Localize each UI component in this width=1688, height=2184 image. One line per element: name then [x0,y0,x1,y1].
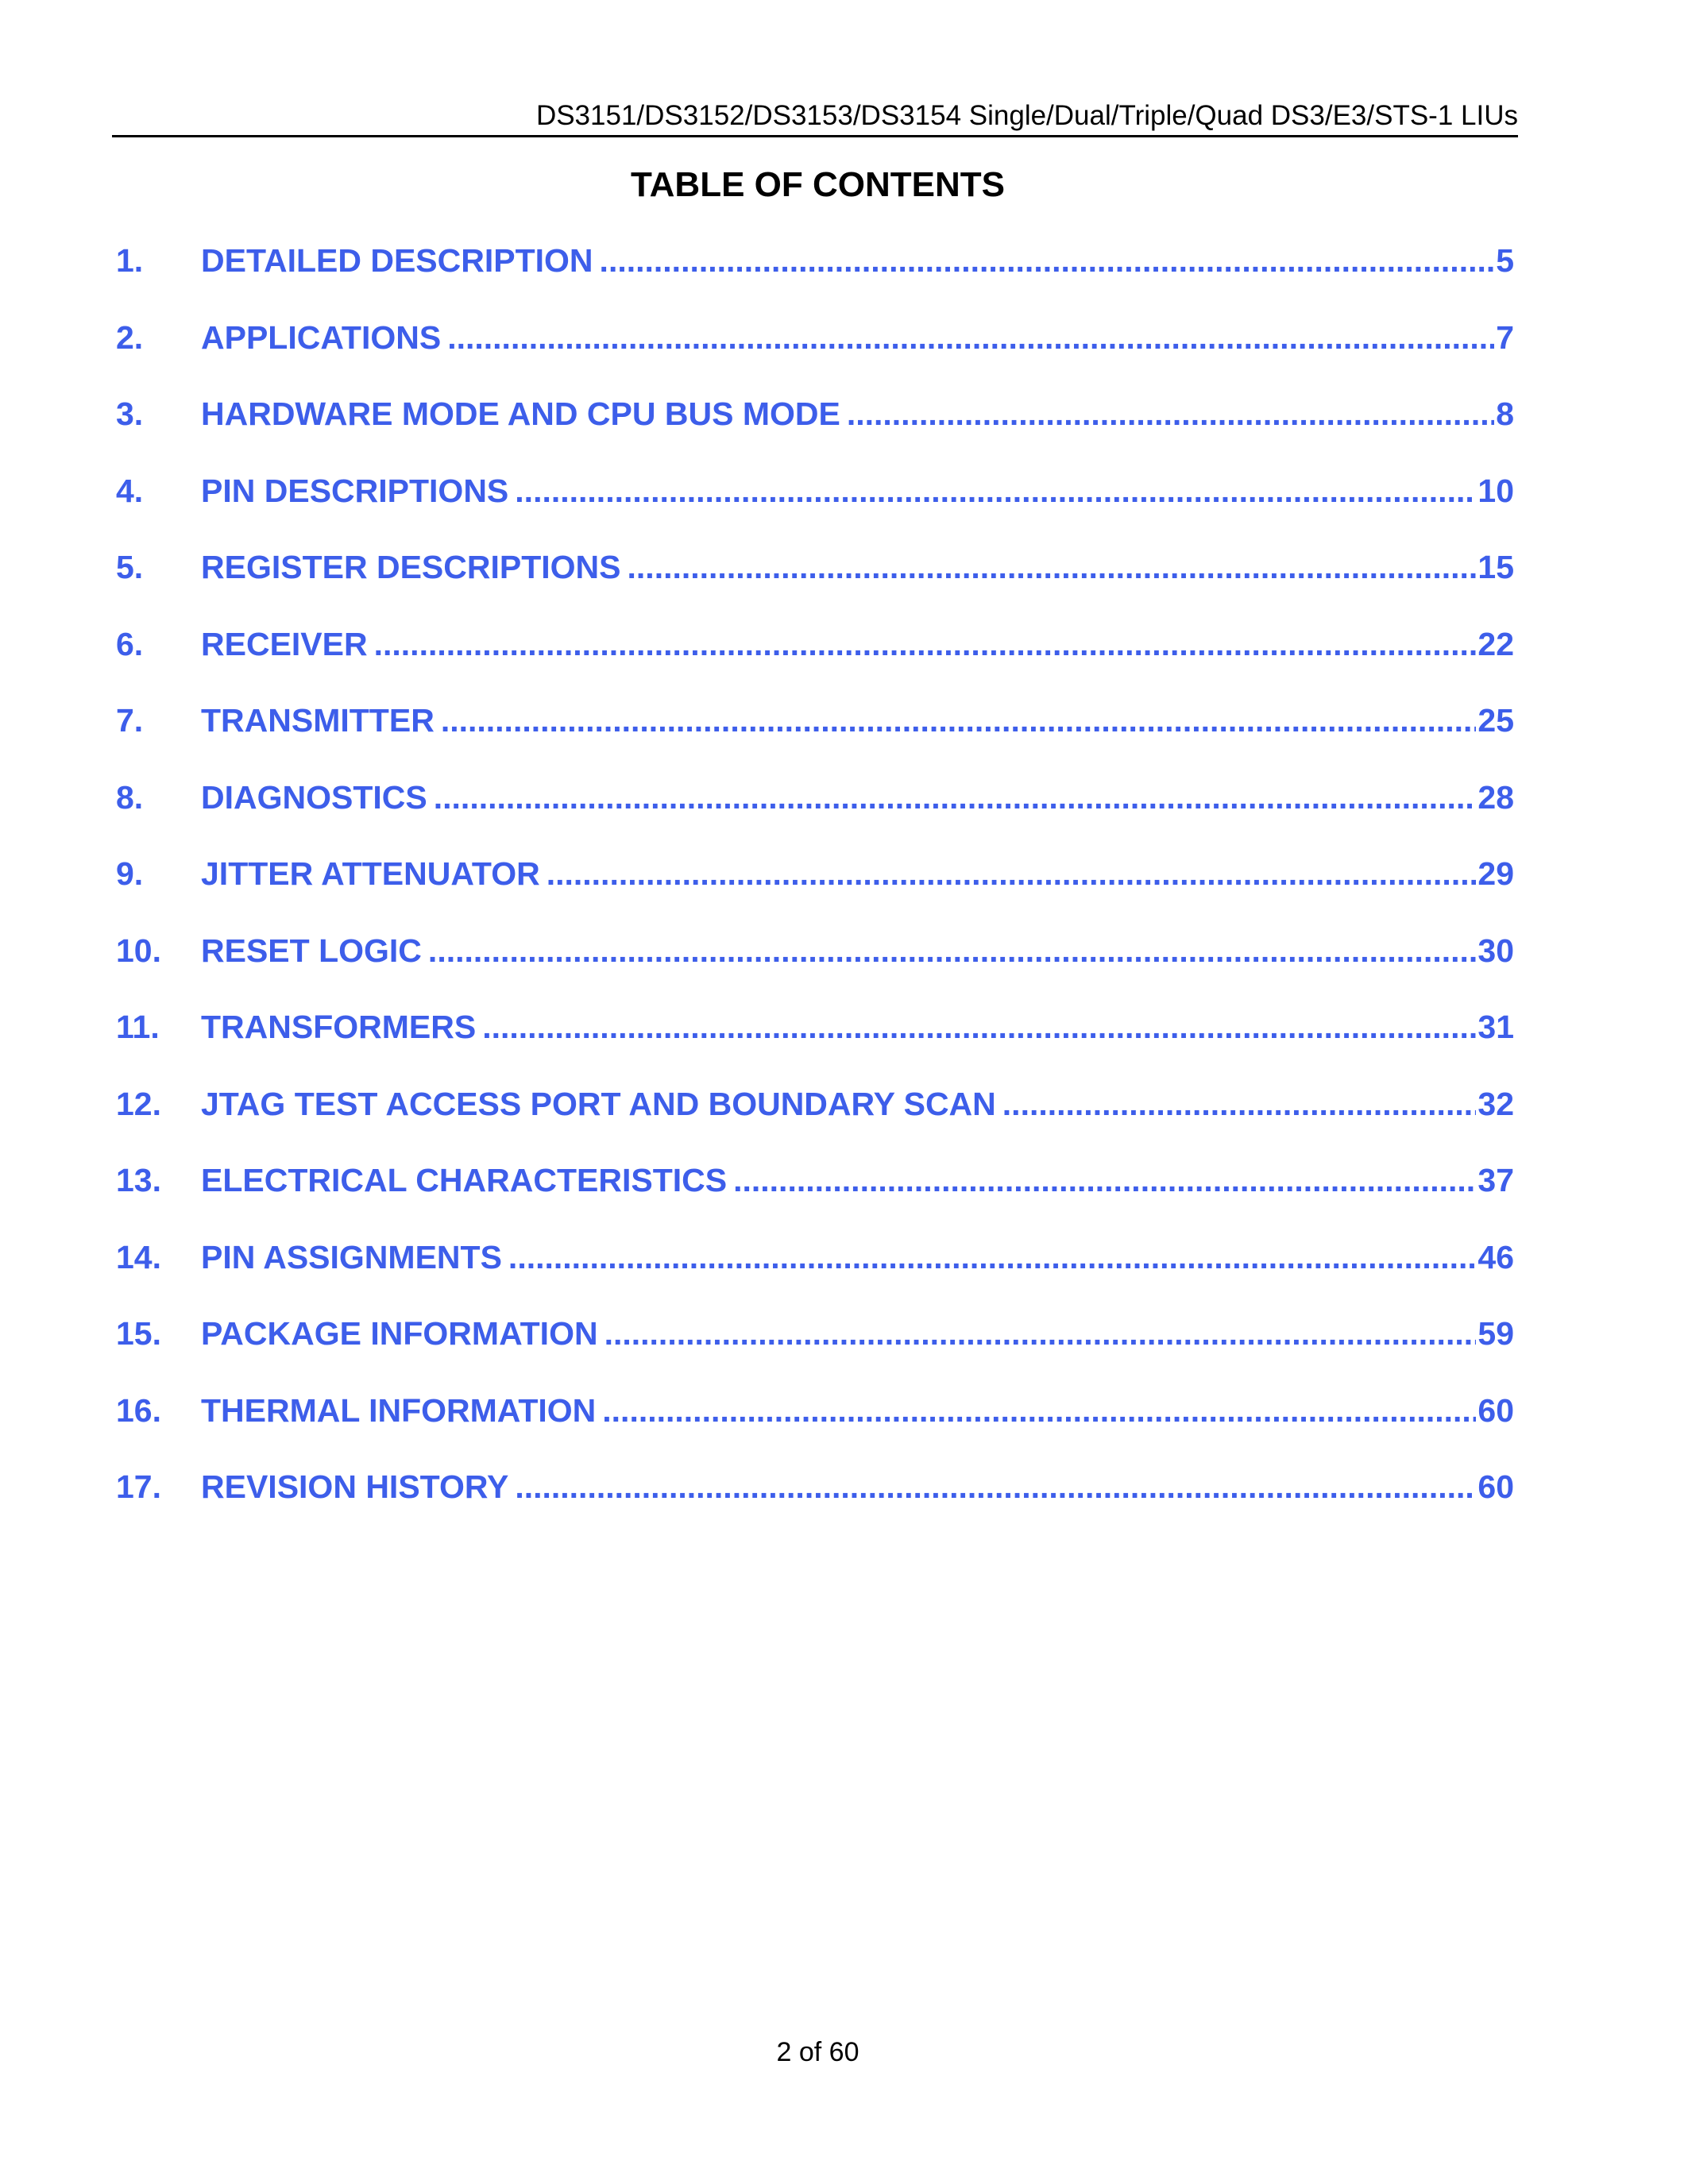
toc-entry-label: PIN DESCRIPTIONS [201,472,509,509]
toc-entry-number: 6. [116,625,144,662]
toc-entry-page: 59 [1477,1315,1514,1352]
toc-entry-pin-assignments[interactable] [116,1239,1514,1316]
toc-entry-number: 13. [116,1162,161,1198]
toc-dot-leader [428,932,1476,970]
toc-entry-number: 10. [116,932,161,969]
toc-entry-label: ELECTRICAL CHARACTERISTICS [201,1162,728,1198]
toc-entry-label: JITTER ATTENUATOR [201,855,540,892]
toc-dot-leader [600,242,1495,280]
toc-entry-page: 15 [1477,549,1514,585]
toc-entry-applications[interactable] [116,319,1514,396]
toc-entry-electrical-characteristics[interactable] [116,1162,1514,1239]
toc-dot-leader [1002,1086,1477,1123]
toc-entry-page: 10 [1477,472,1514,509]
toc-entry-label: THERMAL INFORMATION [201,1391,597,1429]
toc-entry-label: REVISION HISTORY [201,1468,509,1505]
toc-entry-pin-descriptions[interactable] [116,473,1514,550]
toc-entry-receiver[interactable] [116,626,1514,703]
toc-entry-number: 3. [116,396,144,432]
header-title: DS3151/DS3152/DS3153/DS3154 Single/Dual/Triple/Quad DS3/E3/STS-1 LIUs [535,100,1518,131]
toc-entry-number: 5. [116,549,144,585]
toc-entry-jitter-attenuator[interactable] [116,855,1514,932]
toc-dot-leader [515,1468,1476,1506]
toc-entry-page: 29 [1477,855,1514,892]
toc-entry-number: 14. [116,1238,161,1275]
toc-entry-diagnostics[interactable] [116,779,1514,856]
toc-list [116,242,1514,1545]
toc-dot-leader [733,1162,1476,1199]
toc-entry-number: 11. [116,1009,160,1045]
toc-entry-page: 60 [1477,1391,1514,1429]
toc-entry-transformers[interactable] [116,1009,1514,1086]
toc-entry-number: 16. [116,1391,161,1429]
toc-dot-leader [447,319,1494,357]
toc-dot-leader [628,549,1477,586]
toc-entry-page: 5 [1496,242,1514,279]
toc-entry-page: 28 [1477,778,1514,816]
toc-entry-label: TRANSMITTER [201,702,435,739]
toc-entry-hardware-mode[interactable] [116,396,1514,473]
toc-entry-number: 1. [116,242,144,279]
toc-entry-label: TRANSFORMERS [201,1009,477,1045]
toc-entry-number: 2. [116,318,144,356]
toc-entry-thermal-information[interactable] [116,1392,1514,1469]
toc-entry-number: 8. [116,778,144,816]
toc-entry-label: APPLICATIONS [201,318,442,356]
toc-entry-detailed-description[interactable] [116,242,1514,319]
toc-dot-leader [482,1009,1476,1046]
toc-entry-label: PIN ASSIGNMENTS [201,1238,502,1275]
toc-dot-leader [374,626,1477,663]
toc-entry-label: REGISTER DESCRIPTIONS [201,549,621,585]
toc-entry-revision-history[interactable] [116,1468,1514,1545]
toc-dot-leader [508,1239,1476,1276]
page-number-footer: 2 of 60 [776,2037,859,2067]
toc-entry-page: 37 [1477,1162,1514,1198]
toc-entry-page: 25 [1477,702,1514,739]
toc-dot-leader [434,779,1477,816]
toc-entry-label: RESET LOGIC [201,932,422,969]
page-header [112,97,1518,137]
toc-dot-leader [602,1392,1476,1430]
toc-dot-leader [605,1315,1477,1352]
toc-entry-transmitter[interactable] [116,702,1514,779]
toc-entry-number: 15. [116,1315,161,1352]
toc-title: TABLE OF CONTENTS [631,165,1005,204]
toc-entry-page: 32 [1477,1085,1514,1122]
toc-entry-label: PACKAGE INFORMATION [201,1315,598,1352]
toc-entry-page: 46 [1477,1238,1514,1275]
toc-entry-page: 30 [1477,932,1514,969]
toc-entry-package-information[interactable] [116,1315,1514,1392]
toc-entry-jtag[interactable] [116,1086,1514,1163]
toc-entry-label: DIAGNOSTICS [201,778,427,816]
toc-entry-register-descriptions[interactable] [116,549,1514,626]
toc-entry-number: 4. [116,472,144,509]
toc-entry-number: 17. [116,1468,161,1505]
toc-dot-leader [441,702,1477,739]
toc-entry-number: 9. [116,855,144,892]
toc-entry-page: 60 [1477,1468,1514,1505]
toc-entry-page: 8 [1496,396,1514,432]
toc-entry-page: 22 [1477,625,1514,662]
toc-entry-page: 7 [1496,318,1514,356]
toc-dot-leader [547,855,1477,893]
toc-entry-number: 7. [116,702,144,739]
toc-entry-label: DETAILED DESCRIPTION [201,242,593,279]
toc-entry-label: JTAG TEST ACCESS PORT AND BOUNDARY SCAN [201,1085,996,1122]
toc-entry-page: 31 [1477,1009,1514,1045]
toc-entry-reset-logic[interactable] [116,932,1514,1009]
toc-dot-leader [847,396,1494,433]
toc-dot-leader [515,473,1476,510]
toc-entry-label: RECEIVER [201,625,368,662]
toc-entry-number: 12. [116,1085,161,1122]
toc-entry-label: HARDWARE MODE AND CPU BUS MODE [201,396,840,432]
